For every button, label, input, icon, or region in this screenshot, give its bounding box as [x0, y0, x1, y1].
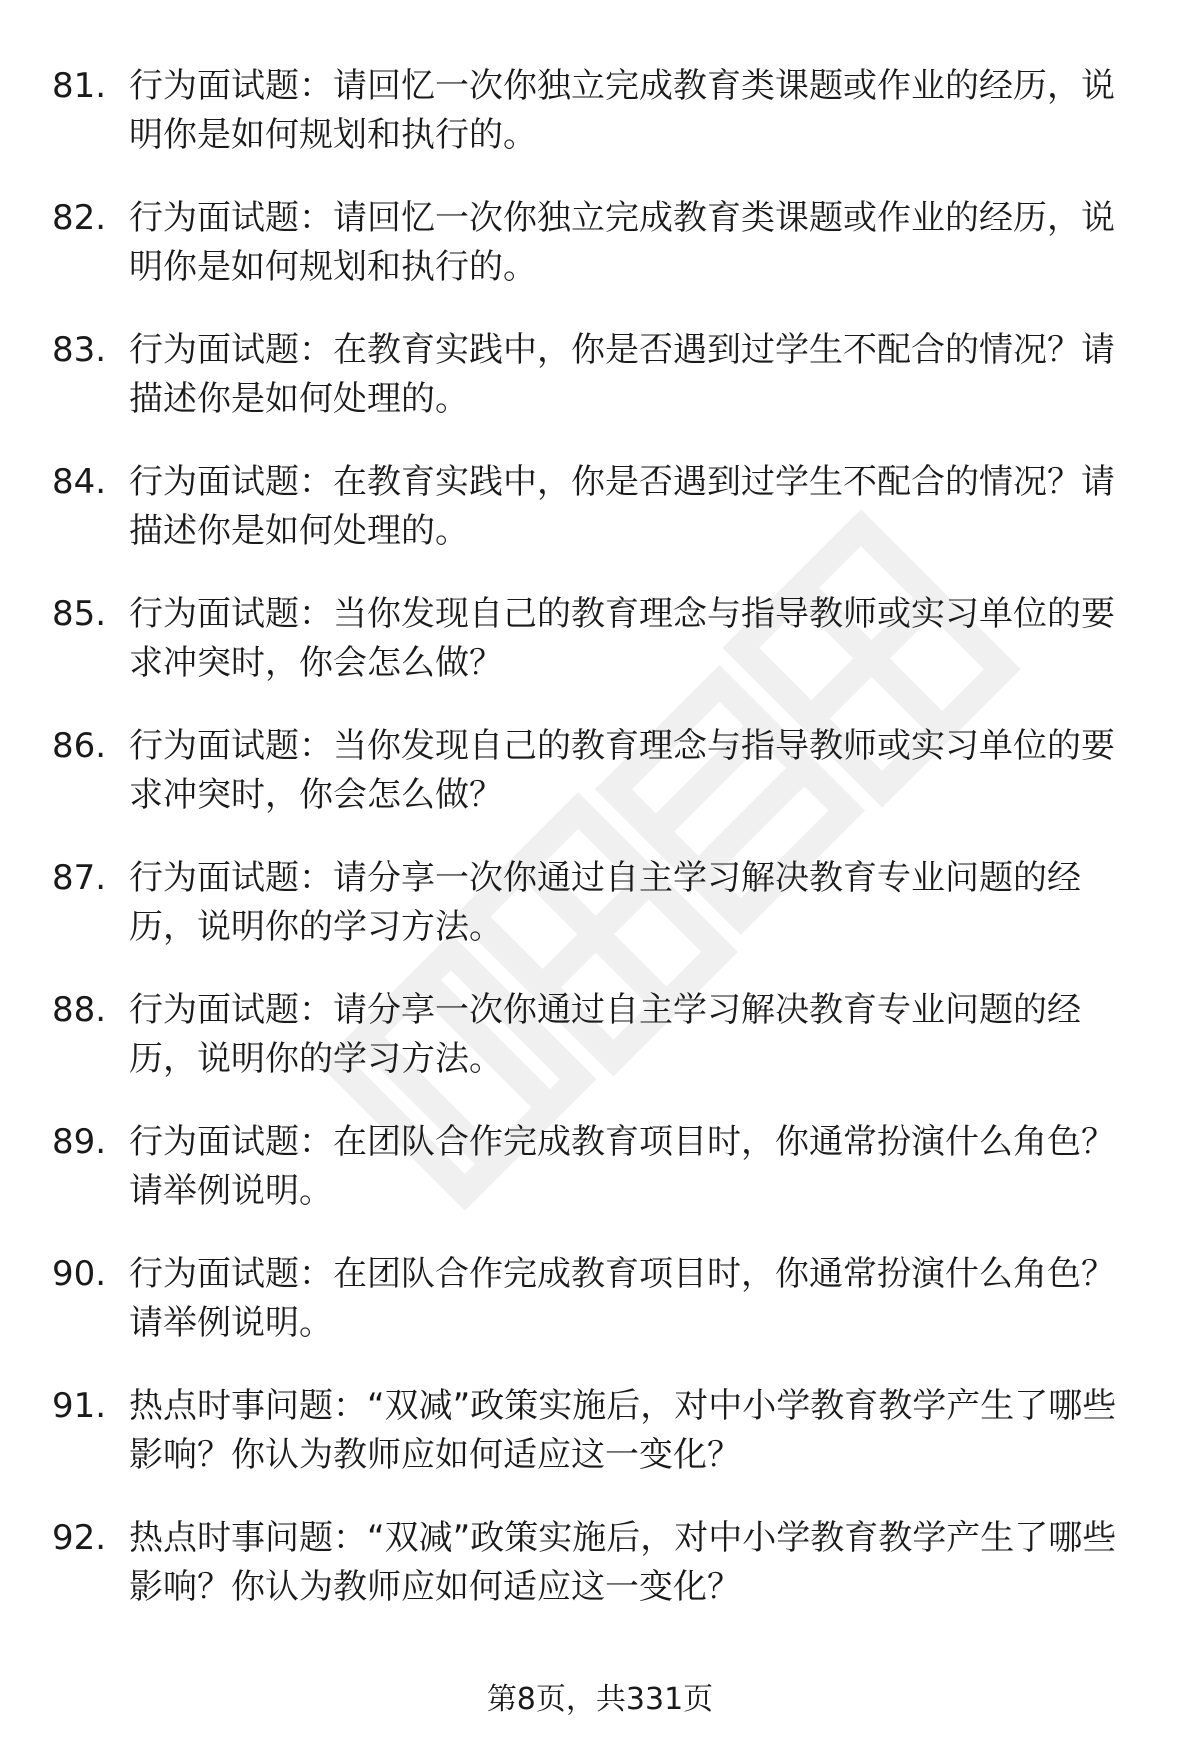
question-text: 行为面试题：请回忆一次你独立完成教育类课题或作业的经历，说明你是如何规划和执行的。: [129, 66, 1115, 155]
question-text: 行为面试题：当你发现自己的教育理念与指导教师或实习单位的要求冲突时，你会怎么做？: [129, 594, 1115, 683]
question-text: 行为面试题：请分享一次你通过自主学习解决教育专业问题的经历，说明你的学习方法。: [129, 858, 1081, 947]
question-text: 行为面试题：请回忆一次你独立完成教育类课题或作业的经历，说明你是如何规划和执行的。: [129, 198, 1115, 287]
question-number: 88.: [52, 990, 107, 1030]
question-number: 87.: [52, 858, 107, 898]
question-number: 81.: [52, 66, 107, 106]
question-item: [52, 194, 1152, 326]
question-item: [52, 986, 1152, 1118]
question-number: 91.: [52, 1386, 107, 1426]
page-footer: [0, 1680, 1200, 1720]
question-number: 84.: [52, 462, 107, 502]
question-number: 82.: [52, 198, 107, 238]
question-number: 83.: [52, 330, 107, 370]
question-item: [52, 458, 1152, 590]
question-text: 行为面试题：请分享一次你通过自主学习解决教育专业问题的经历，说明你的学习方法。: [129, 990, 1081, 1079]
question-item: [52, 722, 1152, 854]
question-text: 行为面试题：在教育实践中，你是否遇到过学生不配合的情况？请描述你是如何处理的。: [129, 462, 1115, 551]
page-number: 第8页，共331页: [486, 1682, 714, 1717]
question-item: [52, 1382, 1152, 1514]
question-number: 85.: [52, 594, 107, 634]
question-list: [52, 62, 1152, 1646]
question-item: [52, 590, 1152, 722]
question-number: 92.: [52, 1518, 107, 1558]
question-item: [52, 1118, 1152, 1250]
question-item: [52, 854, 1152, 986]
question-item: [52, 62, 1152, 194]
question-text: 热点时事问题：“双减”政策实施后，对中小学教育教学产生了哪些影响？你认为教师应如何适应这一变化？: [129, 1518, 1117, 1607]
question-number: 90.: [52, 1254, 107, 1294]
question-item: [52, 1250, 1152, 1382]
question-number: 86.: [52, 726, 107, 766]
question-text: 热点时事问题：“双减”政策实施后，对中小学教育教学产生了哪些影响？你认为教师应如何适应这一变化？: [129, 1386, 1117, 1475]
question-item: [52, 326, 1152, 458]
question-number: 89.: [52, 1122, 107, 1162]
question-text: 行为面试题：在团队合作完成教育项目时，你通常扮演什么角色？请举例说明。: [129, 1122, 1115, 1211]
question-item: [52, 1514, 1152, 1646]
question-text: 行为面试题：当你发现自己的教育理念与指导教师或实习单位的要求冲突时，你会怎么做？: [129, 726, 1115, 815]
question-text: 行为面试题：在团队合作完成教育项目时，你通常扮演什么角色？请举例说明。: [129, 1254, 1115, 1343]
question-text: 行为面试题：在教育实践中，你是否遇到过学生不配合的情况？请描述你是如何处理的。: [129, 330, 1115, 419]
